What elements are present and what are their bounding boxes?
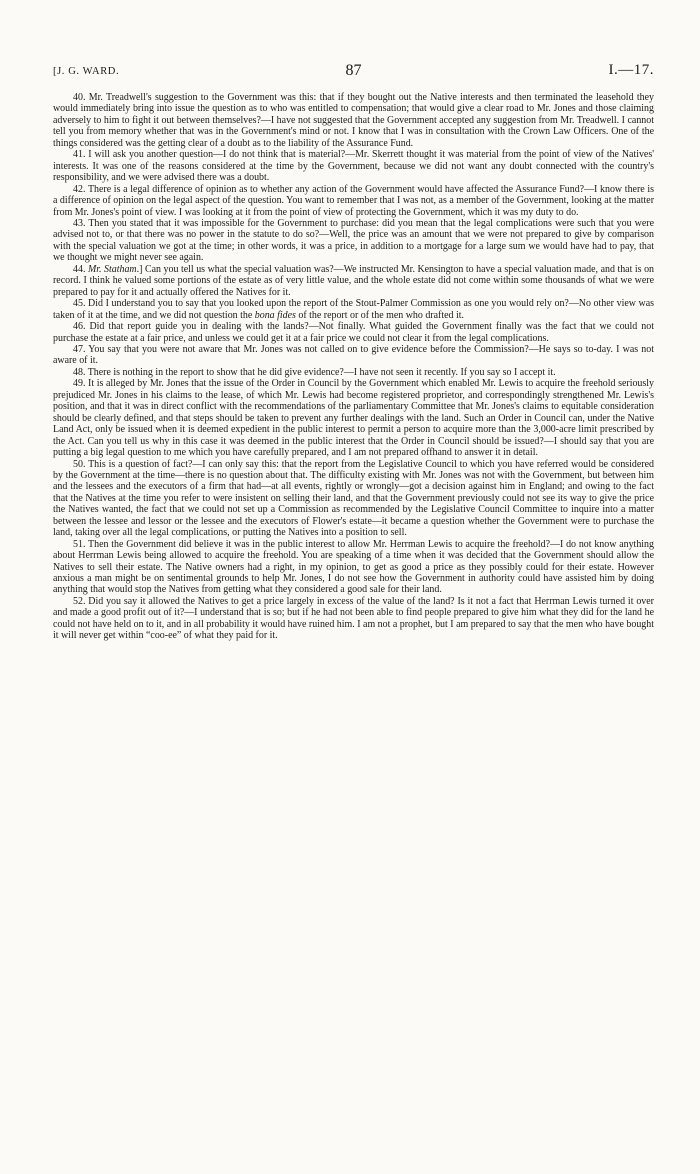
witness-name: [J. G. WARD.	[53, 66, 120, 77]
paragraph-51: 51. Then the Government did believe it was in the public interest to allow Mr. Herrman Lewis to acquire the freehold?—I do not know anything about Herrman Lewis being allowed to acquire the freehold. You are speaking of a time when it was decided that the Government should allow the Natives to sell their estate. The Native owners had a right, in my opinion, to get as good a price as they possibly could for their estate. However anxious a man might be on sentimental grounds to help Mr. Jones, I do not see how the Government in authority could have assisted him by doing anything that would stop the Natives from getting what they considered a good sale for their land.	[53, 538, 654, 596]
italic-phrase: bona fides	[254, 309, 296, 321]
paragraph-48: 48. There is nothing in the report to show that he did give evidence?—I have not seen it recently. If you say so I accept it.	[73, 366, 556, 378]
paragraph-52: 52. Did you say it allowed the Natives to get a price largely in excess of the value of the land? Is it not a fact that Herrman Lewis turned it over and made a good profit out of it?—I understand that is so; but if he had not been able to find people prepared to give him what they did for the land he could not have held on to it, and in all probability it would have ruined him. I am not a prophet, but I am prepared to say that the men who have bought it will never get within “coo-ee” of what they paid for it.	[53, 595, 654, 642]
document-body	[53, 92, 654, 642]
paragraph-40: 40. Mr. Treadwell's suggestion to the Government was this: that if they bought out the Native interests and then terminated the leasehold they would immediately bring into issue the question as to who was entitled to compensation; that would give a clear road to Mr. Jones and those claiming adversely to him to fight it out between themselves?—I have not suggested that the Government accepted any suggestion from Mr. Treadwell. I cannot tell you from memory whether that was in the Government's mind or not. I know that I was in consultation with the Crown Law Officers. One of the things considered was the getting clear of a doubt as to the liability of the Assurance Fund.	[53, 92, 654, 149]
paragraph-47: 47. You say that you were not aware that Mr. Jones was not called on to give evidence before the Commission?—He says so to-day. I was not aware of it.	[53, 343, 654, 367]
paragraph-42: 42. There is a legal difference of opinion as to whether any action of the Government would have affected the Assurance Fund?—I know there is a difference of opinion on the legal aspect of the question. You want to remember that I was not, as a member of the Government, looking at the matter from Mr. Jones's point of view. I was looking at it from the point of view of protecting the Government, which it was my duty to do.	[53, 183, 654, 218]
paragraph-41: 41. I will ask you another question—I do not think that is material?—Mr. Skerrett thought it was material from the point of view of the Natives' interests. It was one of the reasons considered at the time by the Government, because we did not want any doubt connected with the country's responsibility, and we were advised there was a doubt.	[53, 149, 654, 184]
page-number: 87	[345, 62, 362, 79]
document-reference: I.—17.	[608, 62, 654, 78]
paragraph-45: 45. Did I understand you to say that you looked upon the report of the Stout-Palmer Commission as one you would rely on?—No other view was taken of it at the time, and we did not question the bona fides of the report or of the men who drafted it.	[53, 298, 654, 321]
paragraph-43: 43. Then you stated that it was impossible for the Government to purchase: did you mean that the legal complications were such that you were advised not to, or that there was no power in the statute to do so?—Well, the price was an amount that we were not prepared to give by comparison with the special valuation we got at the time; in other words, it was a price, in addition to a mortgage for a large sum we would have had to pay, that we thought we might never see again.	[53, 217, 654, 264]
paragraph-49: 49. It is alleged by Mr. Jones that the issue of the Order in Council by the Government which enabled Mr. Lewis to acquire the freehold seriously prejudiced Mr. Jones in his claims to the lease, of which Mr. Lewis had become registered proprietor, and correspondingly strengthened Mr. Lewis's position, and that it was in direct conflict with the recommendations of the parliamentary Committee that Mr. Jones's claims to equitable consideration should be clearly defined, and that steps should be taken to prevent any further dealings with the land. Such an Order in Council can, under the Native Land Act, only be issued when it is deemed expedient in the public interest to permit a person to acquire more than the 3,000-acre limit prescribed by the Act. Can you tell us why in this case it was deemed in the public interest that the Order in Council should be issued?—I should say that you are putting a big legal question to me which you have carefully prepared, and I am not prepared offhand to answer it in detail.	[53, 378, 654, 459]
italic-phrase: Mr. Statham	[87, 263, 137, 275]
paragraph-44: 44. Mr. Statham.] Can you tell us what the special valuation was?—We instructed Mr. Kensington to have a special valuation made, and that is on record. I think he valued some portions of the estate as of very little value, and the whole estate did not come within some thousands of what we were prepared to pay for it and actually offered the Natives for it.	[53, 263, 655, 298]
paragraph-46: 46. Did that report guide you in dealing with the lands?—Not finally. What guided the Government finally was the fact that we could not purchase the estate at a fair price, and unless we could get it at a fair price we could not clear it from the legal complications.	[53, 321, 654, 344]
page-header	[53, 62, 654, 92]
paragraph-50: 50. This is a question of fact?—I can only say this: that the report from the Legislative Council to which you have referred would be considered by the Government at the time—there is no question about that. The difficulty existing with Mr. Jones was not with the Government, but between him and the lessees and the executors of a firm that had—at all events, rightly or wrongly—got a decision against him in England; and owing to the fact that the Natives at the time you refer to were insistent on selling their land, and that the Government previously could not see its way to give the price the Natives wanted, the fact that we could not set up a Commission as recommended by the Legislative Council Committee to inquire into a matter between the lessee and lessor or the lessee and the executors of Flower's estate—it became a question whether the Government were to purchase the land, taking over all the legal complications, or putting the Natives into a position to sell.	[53, 458, 654, 539]
